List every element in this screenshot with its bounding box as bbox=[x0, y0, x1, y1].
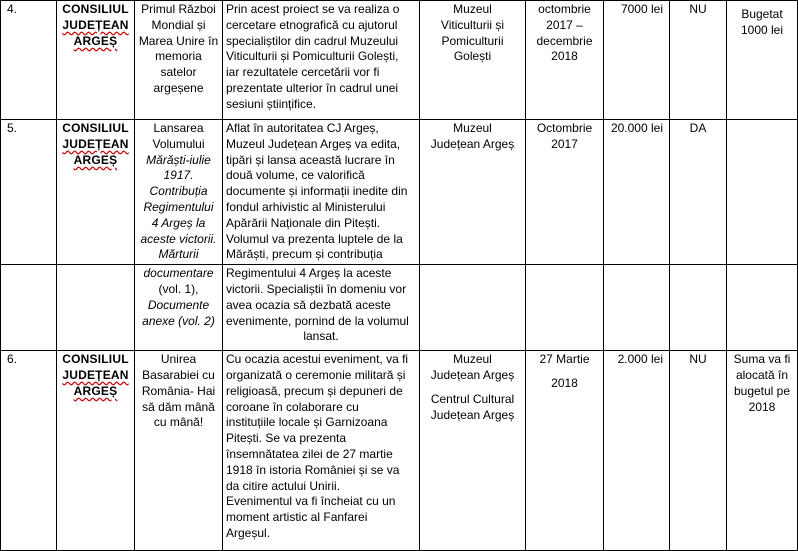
row-number: 6. bbox=[1, 351, 57, 551]
period-line: 27 Martie bbox=[539, 352, 590, 367]
project-title-cell bbox=[135, 1, 223, 120]
observation-line: 1000 lei bbox=[740, 22, 784, 37]
title-line: cu mână! bbox=[153, 415, 204, 430]
title-line: Contribuția bbox=[149, 184, 208, 199]
observation-line: Bugetat bbox=[741, 7, 783, 21]
row-number: 5. bbox=[1, 120, 57, 265]
organizer-cell bbox=[57, 265, 135, 351]
observation-line: Suma va fi bbox=[733, 352, 791, 367]
period-line: 2018 bbox=[551, 375, 578, 390]
observations-cell bbox=[727, 1, 798, 120]
description-line: două volume, ce valorifică bbox=[226, 168, 365, 183]
description-line: Viticulturii și Pomiculturii Golești, bbox=[226, 49, 399, 64]
yes-no-cell: NU bbox=[670, 1, 727, 120]
organizer-cell bbox=[57, 1, 135, 120]
description-cell bbox=[223, 120, 420, 265]
observation-line: 2018 bbox=[748, 399, 776, 414]
table-row bbox=[1, 351, 798, 551]
partner-line: Muzeul bbox=[453, 352, 492, 367]
organizer-line: JUDEȚEAN bbox=[62, 17, 129, 32]
title-line: Regimentului bbox=[143, 199, 214, 214]
organizer-line: ARGEȘ bbox=[73, 383, 118, 398]
title-line: Marea Unire în bbox=[138, 33, 219, 48]
description-line: Pitești. Se va prezenta bbox=[226, 431, 347, 446]
observation-line: bugetul pe bbox=[733, 383, 791, 398]
description-line: sesiuni științifice. bbox=[226, 96, 317, 111]
description-line: 1918 în istoria României și se va bbox=[226, 462, 400, 477]
yes-no-cell bbox=[670, 265, 727, 351]
description-cell bbox=[223, 1, 420, 120]
description-line: coroane în colaborare cu bbox=[226, 399, 359, 414]
description-line: Mărăști, precum și contribuția bbox=[226, 247, 383, 262]
description-line: Cu ocazia acestui eveniment, va fi bbox=[226, 352, 409, 367]
partner-line: Muzeul bbox=[453, 121, 492, 135]
description-line: specialiștilor din cadrul Muzeului bbox=[226, 33, 399, 48]
description-line: prezentate ulterior în cadrul unei bbox=[226, 80, 399, 95]
description-cell bbox=[223, 265, 420, 351]
title-line: documentare bbox=[143, 266, 214, 281]
yes-no-cell: DA bbox=[670, 120, 727, 265]
cost-cell: 7000 lei bbox=[604, 1, 670, 120]
project-title-cell bbox=[135, 120, 223, 265]
title-line: satelor bbox=[160, 65, 197, 80]
description-line: Apărării Naționale din Pitești. bbox=[226, 215, 381, 230]
partner-line: Golești bbox=[453, 49, 492, 64]
period-cell bbox=[526, 1, 604, 120]
cost-cell bbox=[604, 265, 670, 351]
description-line: Aflat în autoritatea CJ Argeș, bbox=[226, 121, 379, 135]
description-line: instituțiile locale și Garnizoana bbox=[226, 415, 388, 430]
description-line: fondul arhivistic al Ministerului bbox=[226, 199, 386, 214]
description-line: iar rezultatele cercetării vor fi bbox=[226, 65, 380, 80]
observations-cell bbox=[727, 265, 798, 351]
description-line: documente și informații inedite din bbox=[226, 184, 408, 199]
partner-line: Viticulturii și bbox=[440, 17, 505, 32]
organizer-line: ARGEȘ bbox=[73, 152, 118, 167]
partner-line: Județean Argeș bbox=[430, 136, 515, 151]
title-line: 1917. bbox=[163, 168, 194, 183]
title-line: (vol. 1), bbox=[158, 281, 199, 296]
partner-line: Județean Argeș bbox=[430, 367, 515, 382]
partner-line: Muzeul bbox=[453, 2, 492, 16]
title-line: memoria bbox=[155, 49, 202, 64]
description-line: însemnătatea zilei de 27 martie bbox=[226, 446, 393, 461]
organizer-line: JUDEȚEAN bbox=[62, 136, 129, 151]
project-title-cell bbox=[135, 351, 223, 551]
row-number bbox=[1, 265, 57, 351]
title-line: Volumului bbox=[152, 136, 205, 151]
period-line: 2017 – bbox=[546, 17, 583, 32]
partner-cell bbox=[420, 265, 526, 351]
description-line: evenimente, pornind de la volumul bbox=[226, 313, 409, 328]
organizer-line: CONSILIUL bbox=[62, 352, 129, 367]
description-line: lansat. bbox=[303, 329, 339, 344]
period-line: decembrie bbox=[536, 33, 593, 48]
description-line: cercetare etnografică cu ajutorul bbox=[226, 17, 398, 32]
description-line: Muzeul Județean Argeș va edita, bbox=[226, 136, 401, 151]
table-row bbox=[1, 1, 798, 120]
description-line: avea ocazia să dezbată aceste bbox=[226, 297, 391, 312]
period-line: 2017 bbox=[551, 136, 578, 151]
table-body bbox=[1, 1, 798, 551]
title-line: Mărturii bbox=[158, 247, 199, 262]
organizer-line: JUDEȚEAN bbox=[62, 367, 129, 382]
cost-cell: 20.000 lei bbox=[604, 120, 670, 265]
yes-no-cell: NU bbox=[670, 351, 727, 551]
observation-line: alocată în bbox=[735, 367, 789, 382]
organizer-line: CONSILIUL bbox=[62, 2, 129, 16]
title-line: România- Hai bbox=[141, 383, 216, 398]
title-line: Mondial și bbox=[151, 17, 206, 32]
description-line: Volumul va prezenta luptele de la bbox=[226, 231, 403, 246]
organizer-cell bbox=[57, 120, 135, 265]
partner-line: Județean Argeș bbox=[430, 407, 515, 422]
title-line: argeșene bbox=[153, 80, 204, 95]
description-line: organizată o ceremonie militară și bbox=[226, 367, 406, 382]
description-line: Regimentului 4 Argeș la aceste bbox=[226, 266, 392, 281]
title-line: Primul Război bbox=[141, 2, 216, 16]
cost-cell: 2.000 lei bbox=[604, 351, 670, 551]
description-line: Argeșul. bbox=[226, 525, 271, 540]
description-line: Prin acest proiect se va realiza o bbox=[226, 2, 400, 16]
organizer-line: ARGEȘ bbox=[73, 33, 118, 48]
period-gap bbox=[529, 368, 600, 376]
title-line: Mărăști-iulie bbox=[146, 152, 211, 167]
observations-cell bbox=[727, 120, 798, 265]
title-line: Documente bbox=[147, 297, 210, 312]
partner-line: Pomiculturii bbox=[441, 33, 504, 48]
description-cell bbox=[223, 351, 420, 551]
table-row bbox=[1, 120, 798, 265]
title-line: Lansarea bbox=[153, 121, 204, 135]
description-line: victorii. Specialiștii în domeniu vor bbox=[226, 281, 407, 296]
description-line: da citire actului Unirii. bbox=[226, 478, 341, 493]
title-line: să dăm mână bbox=[142, 399, 215, 414]
organizer-line: CONSILIUL bbox=[62, 121, 129, 135]
period-cell bbox=[526, 120, 604, 265]
period-line: 2018 bbox=[551, 49, 578, 64]
period-line: octombrie bbox=[538, 2, 591, 16]
observations-cell bbox=[727, 351, 798, 551]
project-title-cell bbox=[135, 265, 223, 351]
row-number: 4. bbox=[1, 1, 57, 120]
partner-cell bbox=[420, 1, 526, 120]
organizer-cell bbox=[57, 351, 135, 551]
description-line: religioasă, precum și depuneri de bbox=[226, 383, 403, 398]
title-line: anexe (vol. 2) bbox=[142, 313, 215, 328]
title-line: aceste victorii. bbox=[140, 231, 217, 246]
title-line: Unirea bbox=[160, 352, 197, 367]
table-row bbox=[1, 265, 798, 351]
partner-line: Centrul Cultural bbox=[430, 391, 515, 406]
title-line: Basarabiei cu bbox=[142, 367, 215, 382]
partner-gap bbox=[423, 384, 522, 392]
description-line: Evenimentul va fi încheiat cu un bbox=[226, 494, 396, 509]
partner-cell bbox=[420, 351, 526, 551]
description-line: moment artistic al Fanfarei bbox=[226, 510, 368, 525]
title-line: 4 Argeș la bbox=[151, 215, 206, 230]
partner-cell bbox=[420, 120, 526, 265]
description-line: tipări și lansa această lucrare în bbox=[226, 152, 395, 167]
period-line: Octombrie bbox=[536, 121, 593, 135]
period-cell bbox=[526, 351, 604, 551]
period-cell bbox=[526, 265, 604, 351]
